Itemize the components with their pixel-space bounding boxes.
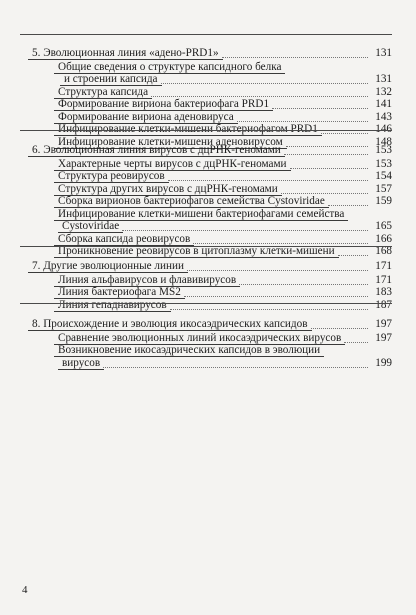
entry-underline xyxy=(54,257,339,258)
entry-title: Возникновение икосаэдрических капсидов в эволюции xyxy=(58,344,321,356)
leader-dots xyxy=(311,328,369,329)
section-heading xyxy=(0,317,416,331)
entry-title: Структура реовирусов xyxy=(58,170,165,182)
entry-title: Формирование вириона бактериофага PRD1 xyxy=(58,98,270,110)
entry-title: 8. Происхождение и эволюция икосаэдрических капсидов xyxy=(32,318,308,330)
entry-title: Линия альфавирусов и флавивирусов xyxy=(58,273,237,286)
entry-title: Структура капсида xyxy=(58,85,149,98)
leader-dots xyxy=(222,57,368,58)
page-ref: 187 xyxy=(375,298,392,311)
entry-title: Сравнение эволюционных линий икосаэдрических вирусов xyxy=(58,331,342,344)
page-ref: 171 xyxy=(375,273,392,286)
page-ref: 183 xyxy=(375,286,392,298)
entry-title: 6. Эволюционная линия вирусов с дцРНК-геномами xyxy=(32,144,281,156)
entry-title: Инфицирование клетки-мишени бактериофагами семейства xyxy=(58,207,345,220)
page-ref: 131 xyxy=(375,73,392,85)
entry-title: Формирование вириона аденовируса xyxy=(58,110,234,123)
section-divider xyxy=(20,130,392,131)
page-ref: 154 xyxy=(375,170,392,182)
leader-dots xyxy=(187,270,368,271)
entry-title: Характерные черты вирусов с дцРНК-геномами xyxy=(58,157,287,170)
page-ref: 153 xyxy=(375,144,392,156)
section-divider xyxy=(20,246,392,247)
section-divider xyxy=(20,303,392,304)
page-ref: 171 xyxy=(375,260,392,272)
page-ref: 157 xyxy=(375,182,392,195)
section-divider xyxy=(20,34,392,35)
entry-underline xyxy=(58,369,104,370)
entry-title: Линия гепаднавирусов xyxy=(58,298,167,311)
entry-title: Инфицирование клетки-мишени бактериофагом PRD1 xyxy=(58,123,318,135)
entry-underline xyxy=(54,311,171,312)
entry-title: Cystoviridae xyxy=(62,220,120,232)
page-ref: 166 xyxy=(375,232,392,245)
page-ref: 197 xyxy=(375,331,392,344)
entry-title: Сборка вирионов бактериофагов семейства Cystoviridae xyxy=(58,195,325,207)
leader-dots xyxy=(170,309,368,310)
entry-title: Линия бактериофага MS2 xyxy=(58,286,181,298)
entry-title: и строении капсида xyxy=(64,73,158,85)
entry-title: Инфицирование клетки-мишени аденовирусом xyxy=(58,135,283,148)
entry-title: Проникновение реовирусов в цитоплазму клетки-мишени xyxy=(58,245,335,257)
entry-title: Структура других вирусов с дцРНК-геномами xyxy=(58,182,278,195)
toc-entry xyxy=(0,356,416,370)
entry-title: 5. Эволюционная линия «адено-PRD1» xyxy=(32,47,219,59)
page-ref: 168 xyxy=(375,245,392,257)
page-ref: 165 xyxy=(375,220,392,232)
section-heading xyxy=(0,143,416,157)
entry-title: 7. Другие эволюционные линии xyxy=(32,260,184,272)
entry-title: Общие сведения о структуре капсидного белка xyxy=(58,60,282,73)
page-ref: 131 xyxy=(375,47,392,59)
page-ref: 159 xyxy=(375,195,392,207)
entry-title: Сборка капсида реовирусов xyxy=(58,232,191,245)
entry-title: вирусов xyxy=(62,356,101,369)
page-number: 4 xyxy=(22,584,28,596)
page-ref: 132 xyxy=(375,85,392,98)
section-heading xyxy=(0,259,416,273)
page-ref: 146 xyxy=(375,123,392,135)
page-ref: 141 xyxy=(375,98,392,110)
leader-dots xyxy=(284,154,368,155)
page-ref: 148 xyxy=(375,135,392,148)
page-ref: 153 xyxy=(375,157,392,170)
page-ref: 143 xyxy=(375,110,392,123)
leader-dots xyxy=(103,367,368,368)
toc-entry xyxy=(0,298,416,312)
section-heading xyxy=(0,46,416,60)
page-ref: 197 xyxy=(375,318,392,330)
page-ref: 199 xyxy=(375,356,392,369)
